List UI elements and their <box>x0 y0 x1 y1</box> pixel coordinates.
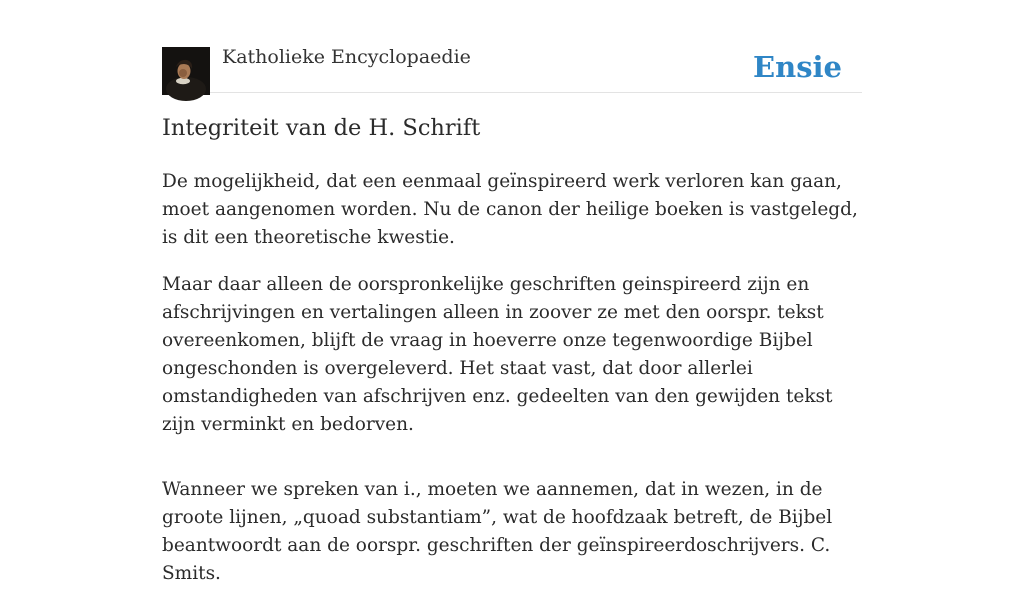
avatar[interactable] <box>162 47 210 95</box>
article-body <box>162 168 864 607</box>
portrait-image <box>162 47 210 95</box>
paragraph: Wanneer we spreken van i., moeten we aannemen, dat in wezen, in de groote lijnen, „quoad substantiam”, wat de hoofdzaak betreft, de Bijbel beantwoordt aan de oorspr. geschriften der geïnspireerdoschrijvers. C. Smits. <box>162 479 833 584</box>
page-title: Integriteit van de H. Schrift <box>162 115 481 141</box>
brand-logo[interactable]: Ensie <box>753 50 842 84</box>
paragraph: Maar daar alleen de oorspronkelijke geschriften geinspireerd zijn en afschrijvingen en vertalingen alleen in zoover ze met den oorspr. tekst overeenkomen, blijft de vraag in hoeverre onze tegenwoordige Bijbel ongeschonden is overgeleverd. Het staat vast, dat door allerlei omstandigheden van afschrijven enz. gedeelten van den gewijden tekst zijn verminkt en bedorven. <box>162 274 833 435</box>
header <box>162 44 862 93</box>
paragraph: De mogelijkheid, dat een eenmaal geïnspireerd werk verloren kan gaan, moet aangenomen worden. Nu de canon der heilige boeken is vastgelegd, is dit een theoretische kwestie. <box>162 171 858 248</box>
encyclopedia-name[interactable]: Katholieke Encyclopaedie <box>222 46 471 68</box>
